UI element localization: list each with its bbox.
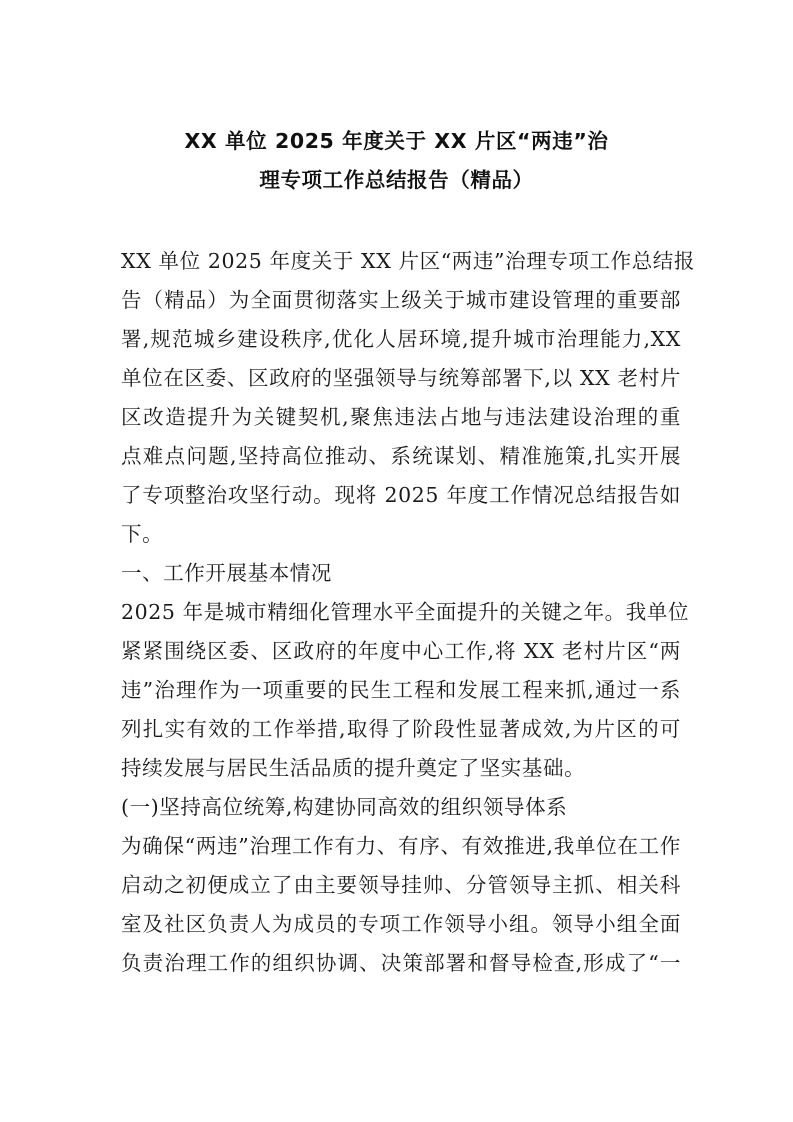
subsection-heading: (一)坚持高位统筹,构建协同高效的组织领导体系 bbox=[121, 795, 568, 819]
body-line: 为确保“两违”治理工作有力、有序、有效推进,我单位在工作 bbox=[121, 834, 681, 858]
body-line: 了专项整治攻坚行动。现将 2025 年度工作情况总结报告如 bbox=[121, 483, 681, 507]
body-line: 负责治理工作的组织协调、决策部署和督导检查,形成了“一 bbox=[121, 951, 681, 975]
body-line: 持续发展与居民生活品质的提升奠定了坚实基础。 bbox=[121, 756, 586, 780]
body-line: 下。 bbox=[121, 522, 164, 546]
body-line: 列扎实有效的工作举措,取得了阶段性显著成效,为片区的可 bbox=[121, 717, 681, 741]
document-body bbox=[121, 242, 695, 983]
body-line: 室及社区负责人为成员的专项工作领导小组。领导小组全面 bbox=[121, 912, 681, 936]
body-line: XX 单位 2025 年度关于 XX 片区“两违”治理专项工作总结报 bbox=[121, 249, 695, 273]
body-line: 区改造提升为关键契机,聚焦违法占地与违法建设治理的重 bbox=[121, 405, 681, 429]
body-line: 点难点问题,坚持高位推动、系统谋划、精准施策,扎实开展 bbox=[121, 444, 681, 468]
title-line-2: 理专项工作总结报告（精品） bbox=[259, 168, 534, 192]
document-title bbox=[100, 122, 693, 200]
section-heading: 一、工作开展基本情况 bbox=[121, 561, 332, 585]
body-line: 违”治理作为一项重要的民生工程和发展工程来抓,通过一系 bbox=[121, 678, 681, 702]
body-line: 2025 年是城市精细化管理水平全面提升的关键之年。我单位 bbox=[121, 600, 690, 624]
body-line: 启动之初便成立了由主要领导挂帅、分管领导主抓、相关科 bbox=[121, 873, 681, 897]
body-line: 单位在区委、区政府的坚强领导与统筹部署下,以 XX 老村片 bbox=[121, 366, 681, 390]
body-line: 紧紧围绕区委、区政府的年度中心工作,将 XX 老村片区“两 bbox=[121, 639, 681, 663]
body-line: 署,规范城乡建设秩序,优化人居环境,提升城市治理能力,XX bbox=[121, 327, 681, 351]
body-line: 告（精品）为全面贯彻落实上级关于城市建设管理的重要部 bbox=[121, 288, 681, 312]
title-line-1: XX 单位 2025 年度关于 XX 片区“两违”治 bbox=[184, 129, 609, 153]
